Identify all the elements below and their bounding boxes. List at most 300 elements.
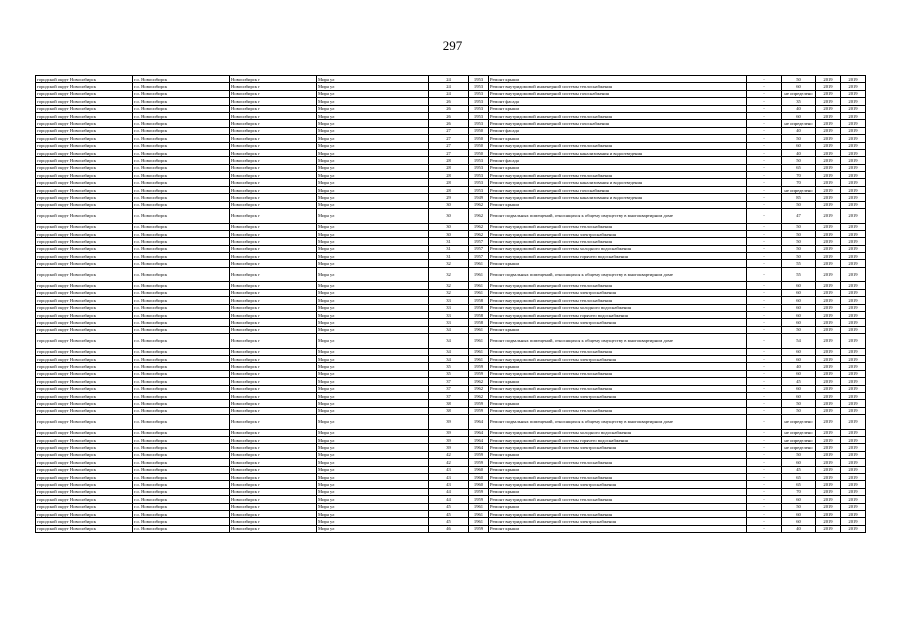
cell-municipality: г.о. Новосибирск — [133, 245, 230, 252]
cell-start-year: 2019 — [816, 76, 841, 83]
cell-street: Мира ул — [317, 112, 429, 119]
cell-end-year: 2019 — [841, 157, 866, 164]
cell-work: Ремонт крыши — [489, 503, 747, 510]
cell-district: городской округ Новосибирск — [36, 194, 133, 201]
cell-municipality: г.о. Новосибирск — [133, 510, 230, 517]
cell-volume: 60 — [782, 356, 816, 363]
cell-municipality: г.о. Новосибирск — [133, 525, 230, 532]
cell-start-year: 2019 — [816, 260, 841, 267]
cell-house: 32 — [429, 260, 469, 267]
cell-house: 32 — [429, 289, 469, 296]
cell-street: Мира ул — [317, 334, 429, 349]
cell-locality: Новосибирск г — [230, 289, 317, 296]
cell-district: городской округ Новосибирск — [36, 260, 133, 267]
cell-street: Мира ул — [317, 356, 429, 363]
cell-house: 42 — [429, 451, 469, 458]
cell-house: 27 — [429, 135, 469, 142]
table-row — [36, 385, 866, 392]
cell-municipality: г.о. Новосибирск — [133, 370, 230, 377]
cell-district: городской округ Новосибирск — [36, 297, 133, 304]
cell-start-year: 2019 — [816, 378, 841, 385]
cell-volume: 60 — [782, 370, 816, 377]
cell-district: городской округ Новосибирск — [36, 488, 133, 495]
table-row — [36, 76, 866, 83]
cell-year: 1950 — [469, 149, 489, 156]
cell-unit: - — [747, 142, 782, 149]
cell-unit: - — [747, 437, 782, 444]
cell-locality: Новосибирск г — [230, 518, 317, 525]
cell-district: городской округ Новосибирск — [36, 525, 133, 532]
cell-end-year: 2019 — [841, 407, 866, 414]
cell-work: Ремонт внутридомовой инженерной системы теплоснабжения — [489, 496, 747, 503]
cell-locality: Новосибирск г — [230, 282, 317, 289]
cell-street: Мира ул — [317, 90, 429, 97]
cell-street: Мира ул — [317, 230, 429, 237]
cell-house: 26 — [429, 105, 469, 112]
cell-district: городской округ Новосибирск — [36, 334, 133, 349]
cell-municipality: г.о. Новосибирск — [133, 304, 230, 311]
cell-municipality: г.о. Новосибирск — [133, 385, 230, 392]
cell-house: 32 — [429, 267, 469, 282]
cell-district: городской округ Новосибирск — [36, 289, 133, 296]
table-row — [36, 473, 866, 480]
cell-volume: не определено — [782, 437, 816, 444]
cell-year: 1953 — [469, 120, 489, 127]
cell-year: 1960 — [469, 466, 489, 473]
cell-street: Мира ул — [317, 98, 429, 105]
cell-volume: не определено — [782, 90, 816, 97]
cell-municipality: г.о. Новосибирск — [133, 444, 230, 451]
cell-start-year: 2019 — [816, 496, 841, 503]
cell-work: Ремонт внутридомовой инженерной системы газоснабжения — [489, 120, 747, 127]
cell-start-year: 2019 — [816, 172, 841, 179]
cell-municipality: г.о. Новосибирск — [133, 127, 230, 134]
cell-volume: 60 — [782, 496, 816, 503]
cell-work: Ремонт внутридомовой инженерной системы канализования и водоотведения — [489, 194, 747, 201]
cell-year: 1961 — [469, 282, 489, 289]
cell-start-year: 2019 — [816, 356, 841, 363]
cell-volume: 50 — [782, 201, 816, 208]
table-row — [36, 525, 866, 532]
cell-start-year: 2019 — [816, 201, 841, 208]
cell-year: 1961 — [469, 334, 489, 349]
cell-start-year: 2019 — [816, 525, 841, 532]
cell-end-year: 2019 — [841, 473, 866, 480]
cell-district: городской округ Новосибирск — [36, 238, 133, 245]
cell-end-year: 2019 — [841, 297, 866, 304]
cell-start-year: 2019 — [816, 98, 841, 105]
cell-end-year: 2019 — [841, 98, 866, 105]
cell-volume: 50 — [782, 245, 816, 252]
cell-work: Ремонт крыши — [489, 164, 747, 171]
cell-district: городской округ Новосибирск — [36, 378, 133, 385]
cell-volume: 40 — [782, 525, 816, 532]
cell-street: Мира ул — [317, 135, 429, 142]
cell-year: 1959 — [469, 488, 489, 495]
cell-end-year: 2019 — [841, 83, 866, 90]
cell-year: 1953 — [469, 164, 489, 171]
cell-volume: 50 — [782, 223, 816, 230]
cell-house: 32 — [429, 282, 469, 289]
cell-locality: Новосибирск г — [230, 209, 317, 224]
cell-street: Мира ул — [317, 378, 429, 385]
cell-street: Мира ул — [317, 444, 429, 451]
cell-municipality: г.о. Новосибирск — [133, 76, 230, 83]
table-row — [36, 459, 866, 466]
cell-street: Мира ул — [317, 289, 429, 296]
cell-locality: Новосибирск г — [230, 127, 317, 134]
cell-year: 1959 — [469, 525, 489, 532]
cell-year: 1953 — [469, 83, 489, 90]
cell-end-year: 2019 — [841, 488, 866, 495]
cell-municipality: г.о. Новосибирск — [133, 157, 230, 164]
cell-work: Ремонт внутридомовой инженерной системы холодного водоснабжения — [489, 304, 747, 311]
cell-house: 31 — [429, 253, 469, 260]
cell-locality: Новосибирск г — [230, 304, 317, 311]
cell-year: 1950 — [469, 127, 489, 134]
cell-locality: Новосибирск г — [230, 481, 317, 488]
cell-end-year: 2019 — [841, 400, 866, 407]
cell-street: Мира ул — [317, 267, 429, 282]
cell-unit: - — [747, 267, 782, 282]
cell-district: городской округ Новосибирск — [36, 142, 133, 149]
cell-locality: Новосибирск г — [230, 429, 317, 436]
cell-unit: - — [747, 311, 782, 318]
cell-locality: Новосибирск г — [230, 201, 317, 208]
cell-street: Мира ул — [317, 503, 429, 510]
cell-year: 1953 — [469, 172, 489, 179]
cell-municipality: г.о. Новосибирск — [133, 223, 230, 230]
cell-municipality: г.о. Новосибирск — [133, 149, 230, 156]
cell-start-year: 2019 — [816, 179, 841, 186]
cell-start-year: 2019 — [816, 157, 841, 164]
table-row — [36, 245, 866, 252]
cell-work: Ремонт крыши — [489, 201, 747, 208]
cell-locality: Новосибирск г — [230, 142, 317, 149]
cell-work: Ремонт подвальных помещений, относящихся к общему имуществу в многоквартирном доме — [489, 267, 747, 282]
cell-street: Мира ул — [317, 223, 429, 230]
cell-locality: Новосибирск г — [230, 510, 317, 517]
cell-street: Мира ул — [317, 194, 429, 201]
cell-district: городской округ Новосибирск — [36, 392, 133, 399]
cell-volume: 55 — [782, 267, 816, 282]
cell-street: Мира ул — [317, 518, 429, 525]
cell-end-year: 2019 — [841, 105, 866, 112]
cell-district: городской округ Новосибирск — [36, 135, 133, 142]
cell-end-year: 2019 — [841, 172, 866, 179]
table-row — [36, 429, 866, 436]
table-row — [36, 142, 866, 149]
cell-work: Ремонт внутридомовой инженерной системы холодного водоснабжения — [489, 245, 747, 252]
table-row — [36, 172, 866, 179]
cell-house: 35 — [429, 370, 469, 377]
cell-year: 1960 — [469, 473, 489, 480]
cell-work: Ремонт внутридомовой инженерной системы теплоснабжения — [489, 282, 747, 289]
table-row — [36, 135, 866, 142]
cell-unit: - — [747, 496, 782, 503]
cell-volume: 60 — [782, 392, 816, 399]
table-row — [36, 370, 866, 377]
cell-district: городской округ Новосибирск — [36, 83, 133, 90]
cell-work: Ремонт крыши — [489, 400, 747, 407]
cell-start-year: 2019 — [816, 392, 841, 399]
cell-work: Ремонт внутридомовой инженерной системы теплоснабжения — [489, 407, 747, 414]
cell-end-year: 2019 — [841, 518, 866, 525]
cell-volume: 50 — [782, 230, 816, 237]
cell-work: Ремонт внутридомовой инженерной системы электроснабжения — [489, 319, 747, 326]
cell-house: 34 — [429, 356, 469, 363]
cell-end-year: 2019 — [841, 392, 866, 399]
cell-work: Ремонт фасада — [489, 157, 747, 164]
cell-municipality: г.о. Новосибирск — [133, 496, 230, 503]
cell-year: 1957 — [469, 253, 489, 260]
cell-work: Ремонт крыши — [489, 525, 747, 532]
cell-end-year: 2019 — [841, 238, 866, 245]
cell-year: 1953 — [469, 105, 489, 112]
cell-start-year: 2019 — [816, 334, 841, 349]
cell-house: 34 — [429, 326, 469, 333]
cell-locality: Новосибирск г — [230, 245, 317, 252]
cell-volume: не определено — [782, 186, 816, 193]
cell-start-year: 2019 — [816, 304, 841, 311]
cell-volume: не определено — [782, 120, 816, 127]
cell-house: 27 — [429, 127, 469, 134]
cell-street: Мира ул — [317, 510, 429, 517]
cell-municipality: г.о. Новосибирск — [133, 356, 230, 363]
cell-end-year: 2019 — [841, 186, 866, 193]
cell-unit: - — [747, 304, 782, 311]
cell-district: городской округ Новосибирск — [36, 253, 133, 260]
cell-start-year: 2019 — [816, 120, 841, 127]
cell-district: городской округ Новосибирск — [36, 267, 133, 282]
cell-unit: - — [747, 473, 782, 480]
cell-locality: Новосибирск г — [230, 370, 317, 377]
cell-unit: - — [747, 194, 782, 201]
cell-start-year: 2019 — [816, 510, 841, 517]
cell-volume: 45 — [782, 466, 816, 473]
cell-volume: 40 — [782, 127, 816, 134]
cell-end-year: 2019 — [841, 444, 866, 451]
cell-work: Ремонт внутридомовой инженерной системы теплоснабжения — [489, 223, 747, 230]
cell-end-year: 2019 — [841, 363, 866, 370]
cell-unit: - — [747, 326, 782, 333]
cell-volume: 50 — [782, 76, 816, 83]
cell-locality: Новосибирск г — [230, 444, 317, 451]
cell-work: Ремонт внутридомовой инженерной системы канализования и водоотведения — [489, 179, 747, 186]
cell-district: городской округ Новосибирск — [36, 407, 133, 414]
cell-end-year: 2019 — [841, 356, 866, 363]
cell-house: 26 — [429, 120, 469, 127]
cell-year: 1958 — [469, 297, 489, 304]
cell-house: 30 — [429, 201, 469, 208]
cell-street: Мира ул — [317, 400, 429, 407]
cell-unit: - — [747, 127, 782, 134]
cell-year: 1961 — [469, 518, 489, 525]
cell-work: Ремонт внутридомовой инженерной системы теплоснабжения — [489, 238, 747, 245]
cell-house: 45 — [429, 518, 469, 525]
cell-end-year: 2019 — [841, 451, 866, 458]
cell-district: городской округ Новосибирск — [36, 466, 133, 473]
cell-work: Ремонт внутридомовой инженерной системы теплоснабжения — [489, 370, 747, 377]
cell-district: городской округ Новосибирск — [36, 400, 133, 407]
cell-year: 1953 — [469, 90, 489, 97]
table-row — [36, 120, 866, 127]
cell-municipality: г.о. Новосибирск — [133, 194, 230, 201]
cell-unit: - — [747, 429, 782, 436]
cell-volume: 60 — [782, 510, 816, 517]
cell-municipality: г.о. Новосибирск — [133, 466, 230, 473]
cell-volume: 65 — [782, 473, 816, 480]
cell-start-year: 2019 — [816, 415, 841, 430]
cell-unit: - — [747, 385, 782, 392]
cell-district: городской округ Новосибирск — [36, 172, 133, 179]
cell-volume: 70 — [782, 172, 816, 179]
cell-end-year: 2019 — [841, 230, 866, 237]
cell-unit: - — [747, 230, 782, 237]
cell-unit: - — [747, 363, 782, 370]
cell-unit: - — [747, 238, 782, 245]
cell-end-year: 2019 — [841, 466, 866, 473]
cell-start-year: 2019 — [816, 488, 841, 495]
cell-municipality: г.о. Новосибирск — [133, 172, 230, 179]
cell-street: Мира ул — [317, 164, 429, 171]
cell-year: 1961 — [469, 260, 489, 267]
cell-locality: Новосибирск г — [230, 334, 317, 349]
cell-district: городской округ Новосибирск — [36, 105, 133, 112]
table-row — [36, 400, 866, 407]
cell-locality: Новосибирск г — [230, 348, 317, 355]
table-row — [36, 179, 866, 186]
cell-district: городской округ Новосибирск — [36, 76, 133, 83]
cell-municipality: г.о. Новосибирск — [133, 201, 230, 208]
cell-locality: Новосибирск г — [230, 135, 317, 142]
cell-street: Мира ул — [317, 392, 429, 399]
cell-start-year: 2019 — [816, 238, 841, 245]
cell-street: Мира ул — [317, 157, 429, 164]
cell-district: городской округ Новосибирск — [36, 363, 133, 370]
cell-work: Ремонт крыши — [489, 105, 747, 112]
cell-unit: - — [747, 444, 782, 451]
cell-street: Мира ул — [317, 525, 429, 532]
cell-work: Ремонт внутридомовой инженерной системы электроснабжения — [489, 230, 747, 237]
cell-municipality: г.о. Новосибирск — [133, 518, 230, 525]
cell-municipality: г.о. Новосибирск — [133, 267, 230, 282]
cell-start-year: 2019 — [816, 223, 841, 230]
cell-street: Мира ул — [317, 319, 429, 326]
cell-unit: - — [747, 149, 782, 156]
cell-end-year: 2019 — [841, 378, 866, 385]
table-row — [36, 223, 866, 230]
cell-district: городской округ Новосибирск — [36, 503, 133, 510]
cell-unit: - — [747, 356, 782, 363]
cell-house: 45 — [429, 510, 469, 517]
cell-end-year: 2019 — [841, 112, 866, 119]
cell-district: городской округ Новосибирск — [36, 429, 133, 436]
cell-house: 44 — [429, 488, 469, 495]
cell-street: Мира ул — [317, 363, 429, 370]
cell-start-year: 2019 — [816, 112, 841, 119]
table-row — [36, 392, 866, 399]
cell-street: Мира ул — [317, 120, 429, 127]
cell-year: 1953 — [469, 179, 489, 186]
cell-work: Ремонт внутридомовой инженерной системы горячего водоснабжения — [489, 253, 747, 260]
cell-locality: Новосибирск г — [230, 260, 317, 267]
cell-street: Мира ул — [317, 179, 429, 186]
cell-year: 1964 — [469, 415, 489, 430]
cell-district: городской округ Новосибирск — [36, 90, 133, 97]
cell-volume: 60 — [782, 289, 816, 296]
cell-locality: Новосибирск г — [230, 179, 317, 186]
cell-unit: - — [747, 83, 782, 90]
cell-locality: Новосибирск г — [230, 326, 317, 333]
cell-locality: Новосибирск г — [230, 503, 317, 510]
cell-street: Мира ул — [317, 488, 429, 495]
cell-municipality: г.о. Новосибирск — [133, 326, 230, 333]
cell-work: Ремонт внутридомовой инженерной системы электроснабжения — [489, 289, 747, 296]
cell-municipality: г.о. Новосибирск — [133, 503, 230, 510]
cell-end-year: 2019 — [841, 164, 866, 171]
cell-house: 30 — [429, 209, 469, 224]
cell-start-year: 2019 — [816, 282, 841, 289]
cell-work: Ремонт крыши — [489, 378, 747, 385]
cell-municipality: г.о. Новосибирск — [133, 98, 230, 105]
cell-locality: Новосибирск г — [230, 496, 317, 503]
cell-unit: - — [747, 245, 782, 252]
table-row — [36, 282, 866, 289]
cell-locality: Новосибирск г — [230, 90, 317, 97]
cell-house: 43 — [429, 473, 469, 480]
cell-house: 31 — [429, 238, 469, 245]
cell-work: Ремонт крыши — [489, 451, 747, 458]
table-row — [36, 415, 866, 430]
table-row — [36, 326, 866, 333]
cell-municipality: г.о. Новосибирск — [133, 488, 230, 495]
cell-locality: Новосибирск г — [230, 311, 317, 318]
cell-volume: не определено — [782, 444, 816, 451]
cell-district: городской округ Новосибирск — [36, 496, 133, 503]
table-row — [36, 238, 866, 245]
cell-house: 28 — [429, 172, 469, 179]
cell-year: 1961 — [469, 510, 489, 517]
cell-work: Ремонт внутридомовой инженерной системы горячего водоснабжения — [489, 437, 747, 444]
cell-municipality: г.о. Новосибирск — [133, 415, 230, 430]
cell-end-year: 2019 — [841, 510, 866, 517]
table-row — [36, 488, 866, 495]
cell-start-year: 2019 — [816, 186, 841, 193]
table-row — [36, 149, 866, 156]
cell-volume: 60 — [782, 348, 816, 355]
cell-house: 24 — [429, 76, 469, 83]
cell-year: 1961 — [469, 348, 489, 355]
cell-volume: 65 — [782, 481, 816, 488]
cell-street: Мира ул — [317, 253, 429, 260]
cell-district: городской округ Новосибирск — [36, 164, 133, 171]
cell-locality: Новосибирск г — [230, 297, 317, 304]
table-row — [36, 83, 866, 90]
cell-municipality: г.о. Новосибирск — [133, 437, 230, 444]
cell-house: 28 — [429, 179, 469, 186]
cell-end-year: 2019 — [841, 76, 866, 83]
cell-street: Мира ул — [317, 473, 429, 480]
cell-municipality: г.о. Новосибирск — [133, 105, 230, 112]
cell-unit: - — [747, 297, 782, 304]
cell-end-year: 2019 — [841, 525, 866, 532]
cell-municipality: г.о. Новосибирск — [133, 363, 230, 370]
cell-start-year: 2019 — [816, 481, 841, 488]
cell-end-year: 2019 — [841, 135, 866, 142]
cell-volume: 85 — [782, 194, 816, 201]
cell-end-year: 2019 — [841, 385, 866, 392]
